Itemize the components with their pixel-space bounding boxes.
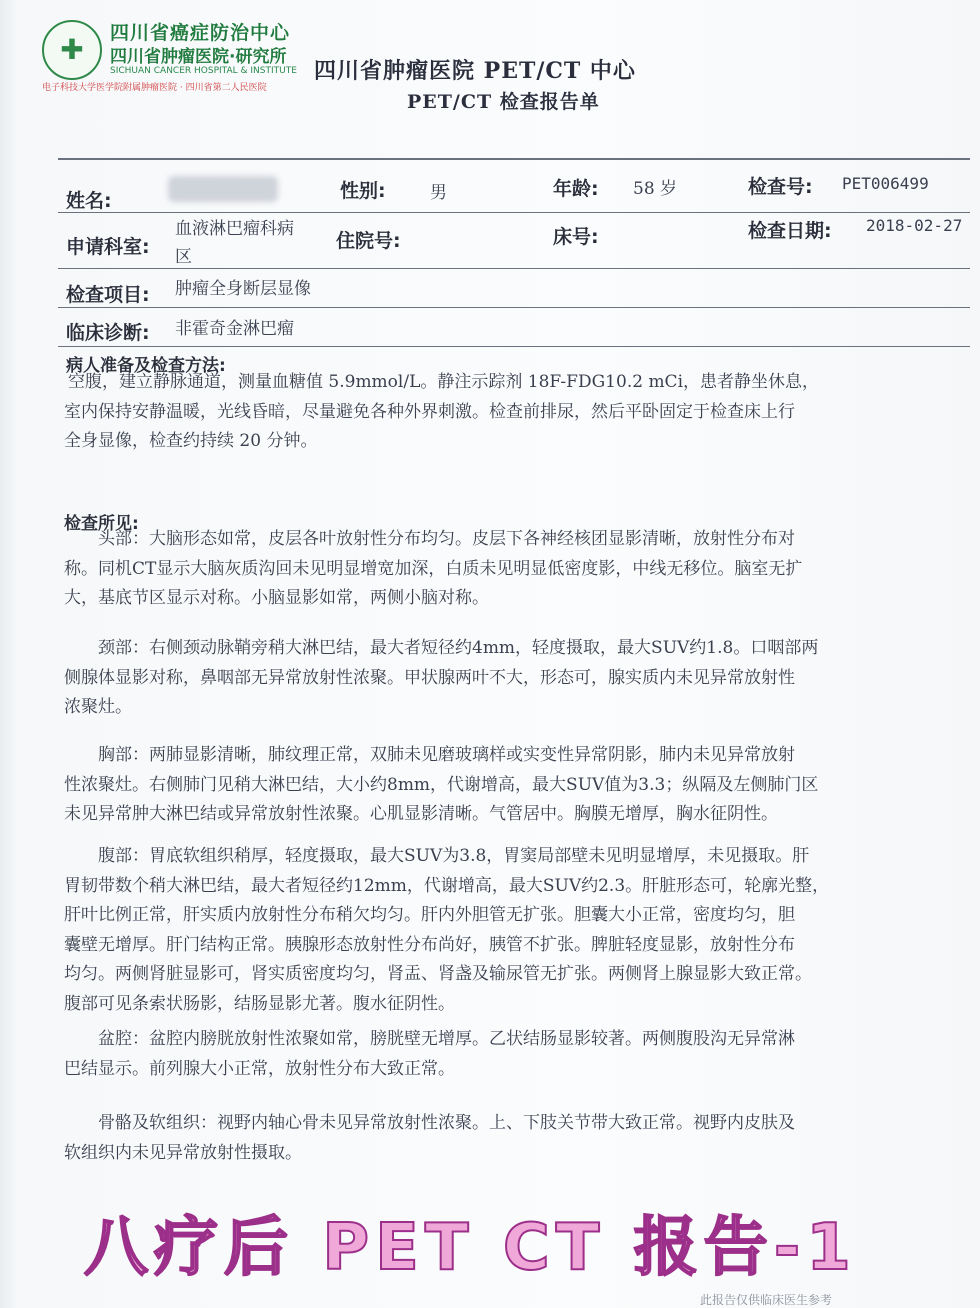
text-line: 室内保持安静温暖，光线昏暗，尽量避免各种外界刺激。检查前排尿，然后平卧固定于检查床上行 <box>64 401 795 422</box>
hospital-logo <box>38 14 298 93</box>
findings-chest <box>64 741 964 830</box>
bed-no-label: 床号: <box>553 226 599 248</box>
text-line: 头部：大脑形态如常，皮层各叶放射性分布均匀。皮层下各神经核团显影清晰，放射性分布对 <box>98 529 795 549</box>
dept-value-line1: 血液淋巴瘤科病 <box>175 219 294 239</box>
text-line: 盆腔：盆腔内膀胱放射性浓聚如常，膀胱壁无增厚。乙状结肠显影较著。两侧腹股沟无异常淋 <box>98 1029 795 1049</box>
logo-text-line1: 四川省癌症防治中心 <box>110 22 291 44</box>
divider <box>58 268 970 269</box>
name-label: 姓名: <box>66 190 112 212</box>
dept-label: 申请科室: <box>66 236 150 258</box>
exam-item-value: 肿瘤全身断层显像 <box>175 279 311 299</box>
sex-value: 男 <box>430 183 447 203</box>
handwritten-annotation: 八疗后 PET CT 报告-1 <box>84 1211 857 1285</box>
name-redacted <box>168 176 278 202</box>
logo-text-line3: SICHUAN CANCER HOSPITAL & INSTITUTE <box>110 66 297 76</box>
inpatient-no-label: 住院号: <box>336 230 401 252</box>
findings-bone <box>64 1109 964 1168</box>
report-subtitle: PET/CT 检查报告单 <box>407 91 600 113</box>
sex-label: 性别: <box>340 180 386 202</box>
divider <box>58 212 970 213</box>
logo-text-line2: 四川省肿瘤医院·研究所 <box>110 47 287 67</box>
findings-heading: 检查所见: <box>64 514 139 534</box>
divider <box>58 346 970 347</box>
divider <box>58 158 970 160</box>
text-line: 肝叶比例正常，肝实质内放射性分布稍欠均匀。肝内外胆管无扩张。胆囊大小正常，密度均匀，胆 <box>64 905 795 925</box>
text-line: 称。同机CT显示大脑灰质沟回未见明显增宽加深，白质未见明显低密度影，中线无移位。脑室无扩 <box>64 558 803 579</box>
dept-value-line2: 区 <box>175 247 192 267</box>
age-value: 58 岁 <box>633 179 678 199</box>
text-line: 胸部：两肺显影清晰，肺纹理正常，双肺未见磨玻璃样或实变性异常阴影，肺内未见异常放射 <box>98 745 795 765</box>
exam-no-value: PET006499 <box>842 174 929 193</box>
findings-neck <box>64 634 964 723</box>
text-line: 囊壁无增厚。肝门结构正常。胰腺形态放射性分布尚好，胰管不扩张。脾脏轻度显影，放射性分布 <box>64 934 795 955</box>
report-title: 四川省肿瘤医院 PET/CT 中心 <box>314 58 636 84</box>
text-line: 侧腺体显影对称，鼻咽部无异常放射性浓聚。甲状腺两叶不大，形态可，腺实质内未见异常放射性 <box>64 667 795 688</box>
exam-date-label: 检查日期: <box>748 220 832 242</box>
text-line: 性浓聚灶。右侧肺门见稍大淋巴结，大小约8mm，代谢增高，最大SUV值为3.3；纵隔及左侧肺门区 <box>64 774 819 795</box>
text-line: 胃韧带数个稍大淋巴结，最大者短径约12mm，代谢增高，最大SUV约2.3。肝脏形态可，轮廓光整， <box>64 875 830 896</box>
diagnosis-label: 临床诊断: <box>66 322 150 344</box>
divider <box>58 307 970 308</box>
exam-item-label: 检查项目: <box>66 284 150 306</box>
text-line: 浓聚灶。 <box>64 697 132 717</box>
findings-head <box>64 525 964 614</box>
text-line: 腹部可见条索状肠影，结肠显影尤著。腹水征阴性。 <box>64 993 455 1014</box>
method-paragraph <box>64 368 964 457</box>
age-label: 年龄: <box>553 178 599 200</box>
text-line: 软组织内未见异常放射性摄取。 <box>64 1142 302 1163</box>
hospital-emblem-icon: ✚ <box>42 20 102 80</box>
findings-abdomen <box>64 842 964 1019</box>
text-line: 均匀。两侧肾脏显影可，肾实质密度均匀，肾盂、肾盏及输尿管无扩张。两侧肾上腺显影大致正常。 <box>64 964 812 984</box>
exam-date-value: 2018-02-27 <box>866 216 963 235</box>
text-line: 未见异常肿大淋巴结或异常放射性浓聚。心肌显影清晰。气管居中。胸膜无增厚，胸水征阴性。 <box>64 804 778 824</box>
method-heading: 病人准备及检查方法: <box>66 356 226 376</box>
text-line: 骨骼及软组织：视野内轴心骨未见异常放射性浓聚。上、下肢关节带大致正常。视野内皮肤及 <box>98 1113 795 1133</box>
text-line: 大，基底节区显示对称。小脑显影如常，两侧小脑对称。 <box>64 588 489 608</box>
text-line: 全身显像，检查约持续 20 分钟。 <box>64 431 318 451</box>
footer-note: 此报告仅供临床医生参考 <box>700 1293 833 1307</box>
diagnosis-value: 非霍奇金淋巴瘤 <box>175 319 294 339</box>
logo-text-line4: 电子科技大学医学院附属肿瘤医院 · 四川省第二人民医院 <box>42 83 267 93</box>
text-line: 颈部：右侧颈动脉鞘旁稍大淋巴结，最大者短径约4mm，轻度摄取，最大SUV约1.8。口咽部两 <box>98 638 819 658</box>
exam-no-label: 检查号: <box>748 176 813 198</box>
findings-pelvis <box>64 1025 964 1084</box>
text-line: 空腹，建立静脉通道，测量血糖值 5.9mmol/L。静注示踪剂 18F-FDG10.2 mCi，患者静坐休息， <box>68 372 820 392</box>
text-line: 巴结显示。前列腺大小正常，放射性分布大致正常。 <box>64 1058 455 1079</box>
text-line: 腹部：胃底软组织稍厚，轻度摄取，最大SUV为3.8，胃窦局部壁未见明显增厚，未见摄取。肝 <box>98 846 810 866</box>
